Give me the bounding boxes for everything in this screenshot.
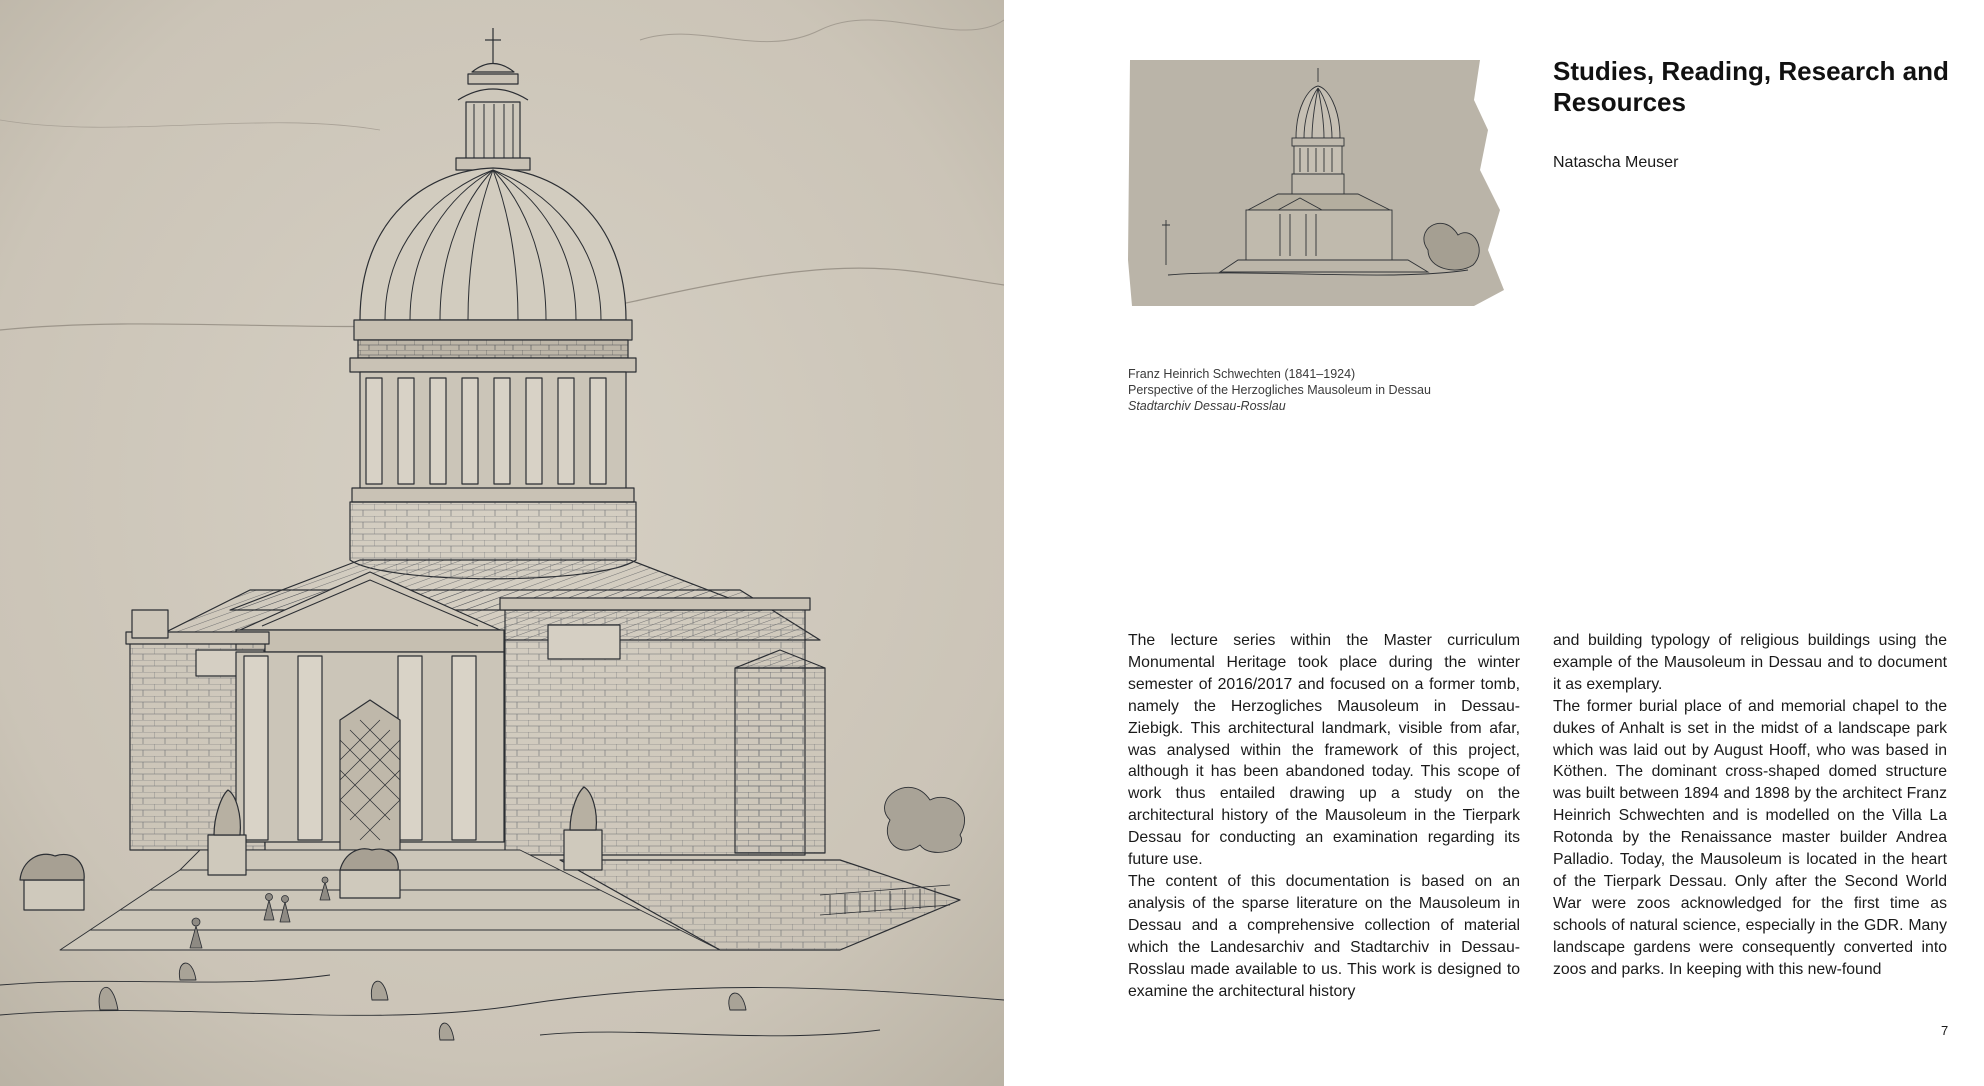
article-author: Natascha Meuser bbox=[1553, 154, 1679, 171]
body-paragraph: The former burial place of and memorial chapel to the dukes of Anhalt is set in the midst of a landscape park which was laid out by August Hooff, who was based in Köthen. The dominant cross-shaped domed structure was built between 1894 and 1898 by the architect Franz Heinrich Schwechten and is modelled on the Villa La Rotonda by the Renaissance master builder Andrea Palladio. Today, the Mausoleum is located in the heart of the Tierpark Dessau. Only after the Second World War were zoos acknowledged for the first time as schools of natural science, especially in the GDR. Many landscape gardens were consequently converted into zoos and parks. In keeping with this new-found bbox=[1553, 697, 1947, 978]
figure-thumbnail bbox=[1128, 60, 1504, 306]
caption-description: Perspective of the Herzogliches Mausoleum in Dessau bbox=[1128, 383, 1431, 397]
caption-source: Stadtarchiv Dessau-Rosslau bbox=[1128, 399, 1286, 413]
page-number: 7 bbox=[1941, 1023, 1949, 1038]
caption-artist: Franz Heinrich Schwechten (1841–1924) bbox=[1128, 367, 1356, 381]
body-paragraph: and building typology of religious buildings using the example of the Mausoleum in Dessau and to document it as exemplary. bbox=[1553, 632, 1947, 693]
body-column-left bbox=[1128, 630, 1520, 1002]
body-paragraph: The content of this documentation is based on an analysis of the sparse literature on the Mausoleum in Dessau and a comprehensive collection of material which the Landesarchiv and Stadtarchiv in Dessau-Rosslau made available to us. This work is designed to examine the architectural history bbox=[1128, 872, 1520, 1000]
body-paragraph: The lecture series within the Master curriculum Monumental Heritage took place during the winter semester of 2016/2017 and focused on a former tomb, namely the Herzogliches Mausoleum in Dessau-Ziebigk. This architectural landmark, visible from afar, was analysed within the framework of this project, although it has been abandoned today. This scope of work thus entailed drawing up a study on the architectural history of the Mausoleum in the Tierpark Dessau for conducting an examination regarding its future use. bbox=[1128, 632, 1520, 869]
article-title: Studies, Reading, Research and Resources bbox=[1553, 56, 1949, 117]
mausoleum-thumbnail-image bbox=[1128, 60, 1504, 306]
body-column-right bbox=[1553, 630, 1947, 981]
text-page bbox=[1004, 0, 1984, 1086]
figure-caption bbox=[1128, 366, 1548, 414]
